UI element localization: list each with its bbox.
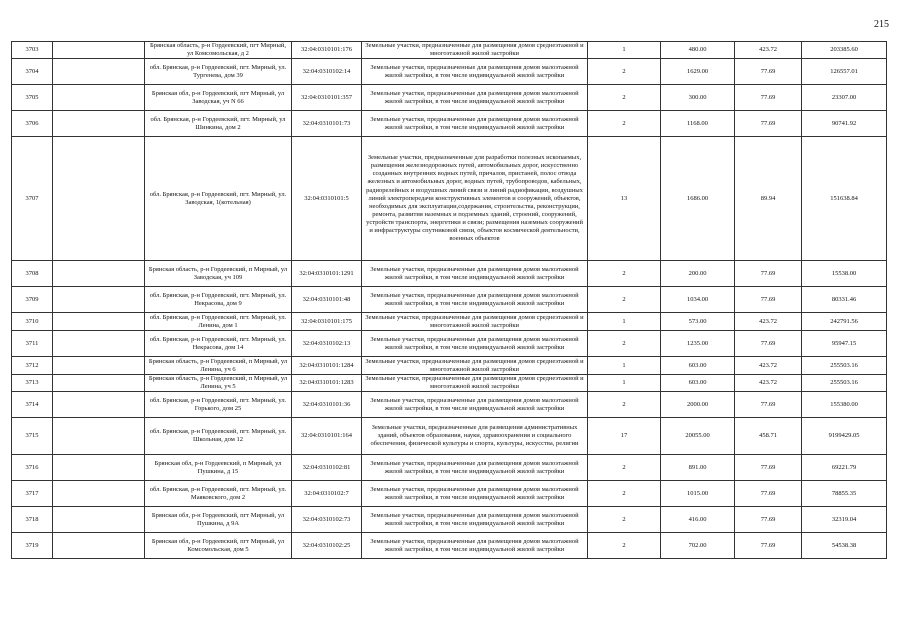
row-number: 3719 bbox=[12, 533, 53, 559]
empty-cell bbox=[53, 42, 145, 59]
cadastral-value-cell: 69221.79 bbox=[802, 455, 887, 481]
address-cell: Брянская обл, р-н Гордеевский, пгт Мирный, ул Комсомольская, дом 5 bbox=[145, 533, 292, 559]
specific-value-cell: 423.72 bbox=[735, 357, 802, 375]
land-use-cell: Земельные участки, предназначенные для размещения домов малоэтажной жилой застройки, в том числе индивидуальной жилой застройки bbox=[362, 261, 588, 287]
cadastral-value-cell: 126557.01 bbox=[802, 59, 887, 85]
table-row bbox=[12, 533, 887, 559]
area-cell: 20055.00 bbox=[661, 418, 735, 455]
land-use-cell: Земельные участки, предназначенные для размещения домов малоэтажной жилой застройки, в том числе индивидуальной жилой застройки bbox=[362, 392, 588, 418]
cadastral-value-cell: 155380.00 bbox=[802, 392, 887, 418]
row-number: 3711 bbox=[12, 331, 53, 357]
cadastral-number-cell: 32:04:0310101:36 bbox=[292, 392, 362, 418]
address-cell: Брянская обл, р-н Гордеевский, п Мирный, ул Пушкина, д 15 bbox=[145, 455, 292, 481]
area-cell: 1168.00 bbox=[661, 111, 735, 137]
specific-value-cell: 77.69 bbox=[735, 59, 802, 85]
use-code-cell: 2 bbox=[588, 455, 661, 481]
table-body bbox=[12, 42, 887, 559]
land-use-cell: Земельные участки, предназначенные для размещения домов среднеэтажной и многоэтажной жилой застройки bbox=[362, 375, 588, 392]
row-number: 3712 bbox=[12, 357, 53, 375]
row-number: 3708 bbox=[12, 261, 53, 287]
cadastral-value-cell: 23307.00 bbox=[802, 85, 887, 111]
address-cell: Брянская обл, р-н Гордеевский, пгт Мирный, ул Пушкина, д 9А bbox=[145, 507, 292, 533]
cadastral-value-cell: 151638.84 bbox=[802, 137, 887, 261]
area-cell: 1629.00 bbox=[661, 59, 735, 85]
specific-value-cell: 77.69 bbox=[735, 85, 802, 111]
address-cell: Брянская область, р-н Гордеевский, п Мирный, ул Ленина, уч 6 bbox=[145, 357, 292, 375]
use-code-cell: 2 bbox=[588, 111, 661, 137]
land-use-cell: Земельные участки, предназначенные для размещения домов малоэтажной жилой застройки, в том числе индивидуальной жилой застройки bbox=[362, 533, 588, 559]
use-code-cell: 1 bbox=[588, 42, 661, 59]
address-cell: Брянская область, р-н Гордеевский, п Мирный, ул Ленина, уч 5 bbox=[145, 375, 292, 392]
cadastral-value-cell: 15538.00 bbox=[802, 261, 887, 287]
specific-value-cell: 77.69 bbox=[735, 533, 802, 559]
area-cell: 416.00 bbox=[661, 507, 735, 533]
land-use-cell: Земельные участки, предназначенные для размещения домов малоэтажной жилой застройки, в том числе индивидуальной жилой застройки bbox=[362, 111, 588, 137]
address-cell: Брянская область, р-н Гордеевский, пгт Мирный, ул Комсомольская, д 2 bbox=[145, 42, 292, 59]
cadastral-value-cell: 255503.16 bbox=[802, 375, 887, 392]
row-number: 3718 bbox=[12, 507, 53, 533]
land-use-cell: Земельные участки, предназначенные для размещения домов малоэтажной жилой застройки, в том числе индивидуальной жилой застройки bbox=[362, 455, 588, 481]
use-code-cell: 2 bbox=[588, 261, 661, 287]
land-use-cell: Земельные участки, предназначенные для размещения административных зданий, объектов образования, науки, здравоохранения и социального обеспечения, физической культуры и спорта, культуры, искусства, религии bbox=[362, 418, 588, 455]
cadastral-value-cell: 203385.60 bbox=[802, 42, 887, 59]
specific-value-cell: 423.72 bbox=[735, 42, 802, 59]
cadastral-number-cell: 32:04:0310101:73 bbox=[292, 111, 362, 137]
use-code-cell: 2 bbox=[588, 331, 661, 357]
cadastral-number-cell: 32:04:0310102:7 bbox=[292, 481, 362, 507]
row-number: 3716 bbox=[12, 455, 53, 481]
table-row bbox=[12, 455, 887, 481]
area-cell: 573.00 bbox=[661, 313, 735, 331]
land-use-cell: Земельные участки, предназначенные для размещения домов малоэтажной жилой застройки, в том числе индивидуальной жилой застройки bbox=[362, 85, 588, 111]
empty-cell bbox=[53, 85, 145, 111]
cadastral-value-cell: 90741.92 bbox=[802, 111, 887, 137]
cadastral-value-cell: 255503.16 bbox=[802, 357, 887, 375]
use-code-cell: 2 bbox=[588, 85, 661, 111]
area-cell: 1015.00 bbox=[661, 481, 735, 507]
area-cell: 603.00 bbox=[661, 357, 735, 375]
cadastral-number-cell: 32:04:0310101:48 bbox=[292, 287, 362, 313]
empty-cell bbox=[53, 287, 145, 313]
address-cell: обл. Брянская, р-н Гордеевский, пгт. Мирный, ул. Тургенева, дом 39 bbox=[145, 59, 292, 85]
area-cell: 2000.00 bbox=[661, 392, 735, 418]
table-row bbox=[12, 42, 887, 59]
address-cell: обл. Брянская, р-н Гордеевский, пгт. Мирный, ул. Некрасова, дом 9 bbox=[145, 287, 292, 313]
cadastral-number-cell: 32:04:0310101:1283 bbox=[292, 375, 362, 392]
area-cell: 480.00 bbox=[661, 42, 735, 59]
cadastral-value-cell: 9199429.05 bbox=[802, 418, 887, 455]
empty-cell bbox=[53, 418, 145, 455]
table-row bbox=[12, 85, 887, 111]
cadastral-number-cell: 32:04:0310102:73 bbox=[292, 507, 362, 533]
specific-value-cell: 77.69 bbox=[735, 481, 802, 507]
cadastral-number-cell: 32:04:0310101:5 bbox=[292, 137, 362, 261]
row-number: 3705 bbox=[12, 85, 53, 111]
cadastral-value-cell: 80331.46 bbox=[802, 287, 887, 313]
area-cell: 1235.00 bbox=[661, 331, 735, 357]
cadastral-value-cell: 32319.04 bbox=[802, 507, 887, 533]
table-row bbox=[12, 507, 887, 533]
empty-cell bbox=[53, 507, 145, 533]
cadastral-number-cell: 32:04:0310101:357 bbox=[292, 85, 362, 111]
table-row bbox=[12, 392, 887, 418]
land-use-cell: Земельные участки, предназначенные для размещения домов малоэтажной жилой застройки, в том числе индивидуальной жилой застройки bbox=[362, 331, 588, 357]
area-cell: 1686.00 bbox=[661, 137, 735, 261]
cadastral-number-cell: 32:04:0310102:13 bbox=[292, 331, 362, 357]
empty-cell bbox=[53, 261, 145, 287]
table-row bbox=[12, 418, 887, 455]
row-number: 3714 bbox=[12, 392, 53, 418]
area-cell: 702.00 bbox=[661, 533, 735, 559]
row-number: 3706 bbox=[12, 111, 53, 137]
use-code-cell: 2 bbox=[588, 59, 661, 85]
cadastral-number-cell: 32:04:0310102:25 bbox=[292, 533, 362, 559]
empty-cell bbox=[53, 375, 145, 392]
specific-value-cell: 77.69 bbox=[735, 261, 802, 287]
empty-cell bbox=[53, 59, 145, 85]
row-number: 3709 bbox=[12, 287, 53, 313]
specific-value-cell: 458.71 bbox=[735, 418, 802, 455]
address-cell: обл. Брянская, р-н Гордеевский, пгт. Мирный, ул. Заводская, 1(котельная) bbox=[145, 137, 292, 261]
area-cell: 603.00 bbox=[661, 375, 735, 392]
use-code-cell: 1 bbox=[588, 375, 661, 392]
cadastral-number-cell: 32:04:0310101:1284 bbox=[292, 357, 362, 375]
empty-cell bbox=[53, 392, 145, 418]
row-number: 3703 bbox=[12, 42, 53, 59]
table-row bbox=[12, 375, 887, 392]
area-cell: 1034.00 bbox=[661, 287, 735, 313]
specific-value-cell: 423.72 bbox=[735, 375, 802, 392]
row-number: 3710 bbox=[12, 313, 53, 331]
table-row bbox=[12, 59, 887, 85]
address-cell: обл. Брянская, р-н Гордеевский, пгт. Мирный, ул. Некрасова, дом 14 bbox=[145, 331, 292, 357]
row-number: 3715 bbox=[12, 418, 53, 455]
land-use-cell: Земельные участки, предназначенные для размещения домов среднеэтажной и многоэтажной жилой застройки bbox=[362, 357, 588, 375]
area-cell: 891.00 bbox=[661, 455, 735, 481]
land-use-cell: Земельные участки, предназначенные для размещения домов малоэтажной жилой застройки, в том числе индивидуальной жилой застройки bbox=[362, 481, 588, 507]
specific-value-cell: 77.69 bbox=[735, 331, 802, 357]
use-code-cell: 2 bbox=[588, 481, 661, 507]
land-use-cell: Земельные участки, предназначенные для размещения домов малоэтажной жилой застройки, в том числе индивидуальной жилой застройки bbox=[362, 59, 588, 85]
use-code-cell: 1 bbox=[588, 357, 661, 375]
table-row bbox=[12, 481, 887, 507]
specific-value-cell: 77.69 bbox=[735, 392, 802, 418]
empty-cell bbox=[53, 137, 145, 261]
use-code-cell: 1 bbox=[588, 313, 661, 331]
use-code-cell: 17 bbox=[588, 418, 661, 455]
land-use-cell: Земельные участки, предназначенные для размещения домов среднеэтажной и многоэтажной жилой застройки bbox=[362, 313, 588, 331]
specific-value-cell: 77.69 bbox=[735, 507, 802, 533]
empty-cell bbox=[53, 357, 145, 375]
use-code-cell: 2 bbox=[588, 533, 661, 559]
table-row bbox=[12, 331, 887, 357]
cadastral-value-cell: 78855.35 bbox=[802, 481, 887, 507]
table-row bbox=[12, 357, 887, 375]
cadastral-value-cell: 242791.56 bbox=[802, 313, 887, 331]
use-code-cell: 13 bbox=[588, 137, 661, 261]
table-row bbox=[12, 261, 887, 287]
area-cell: 200.00 bbox=[661, 261, 735, 287]
address-cell: обл. Брянская, р-н Гордеевский, пгт. Мирный, ул. Маяковского, дом 2 bbox=[145, 481, 292, 507]
cadastral-number-cell: 32:04:0310102:14 bbox=[292, 59, 362, 85]
address-cell: обл. Брянская, р-н Гордеевский, пгт. Мирный, ул. Горького, дом 25 bbox=[145, 392, 292, 418]
empty-cell bbox=[53, 455, 145, 481]
land-use-cell: Земельные участки, предназначенные для размещения домов малоэтажной жилой застройки, в том числе индивидуальной жилой застройки bbox=[362, 507, 588, 533]
cadastral-number-cell: 32:04:0310101:175 bbox=[292, 313, 362, 331]
row-number: 3717 bbox=[12, 481, 53, 507]
empty-cell bbox=[53, 533, 145, 559]
specific-value-cell: 89.94 bbox=[735, 137, 802, 261]
page-number: 215 bbox=[874, 19, 889, 30]
address-cell: Брянская область, р-н Гордеевский, п Мирный, ул Заводская, уч 109 bbox=[145, 261, 292, 287]
row-number: 3707 bbox=[12, 137, 53, 261]
row-number: 3713 bbox=[12, 375, 53, 392]
row-number: 3704 bbox=[12, 59, 53, 85]
cadastral-number-cell: 32:04:0310101:164 bbox=[292, 418, 362, 455]
use-code-cell: 2 bbox=[588, 392, 661, 418]
table-row bbox=[12, 111, 887, 137]
cadastral-value-cell: 54538.38 bbox=[802, 533, 887, 559]
address-cell: Брянская обл, р-н Гордеевский, пгт Мирный, ул Заводская, уч N 66 bbox=[145, 85, 292, 111]
table-row bbox=[12, 287, 887, 313]
area-cell: 300.00 bbox=[661, 85, 735, 111]
cadastral-value-table bbox=[11, 41, 887, 559]
cadastral-value-cell: 95947.15 bbox=[802, 331, 887, 357]
empty-cell bbox=[53, 331, 145, 357]
specific-value-cell: 77.69 bbox=[735, 455, 802, 481]
empty-cell bbox=[53, 481, 145, 507]
empty-cell bbox=[53, 313, 145, 331]
cadastral-number-cell: 32:04:0310101:176 bbox=[292, 42, 362, 59]
land-use-cell: Земельные участки, предназначенные для размещения домов малоэтажной жилой застройки, в том числе индивидуальной жилой застройки bbox=[362, 287, 588, 313]
cadastral-number-cell: 32:04:0310102:81 bbox=[292, 455, 362, 481]
use-code-cell: 2 bbox=[588, 507, 661, 533]
table-row bbox=[12, 137, 887, 261]
address-cell: обл. Брянская, р-н Гордеевский, пгт. Мирный, ул Шинкина, дом 2 bbox=[145, 111, 292, 137]
land-use-cell: Земельные участки, предназначенные для размещения домов среднеэтажной и многоэтажной жилой застройки bbox=[362, 42, 588, 59]
table-row bbox=[12, 313, 887, 331]
cadastral-number-cell: 32:04:0310101:1291 bbox=[292, 261, 362, 287]
address-cell: обл. Брянская, р-н Гордеевский, пгт. Мирный, ул. Ленина, дом 1 bbox=[145, 313, 292, 331]
specific-value-cell: 423.72 bbox=[735, 313, 802, 331]
address-cell: обл. Брянская, р-н Гордеевский, пгт. Мирный, ул. Школьная, дом 12 bbox=[145, 418, 292, 455]
land-use-cell: Земельные участки, предназначенные для разработки полезных ископаемых, размещения железнодорожных путей, автомобильных дорог, искусственно созданных внутренних водных путей, причалов, пристаней, полос отвода железных и автомобильных дорог, водных путей, трубопроводов, кабельных, радиорелейных и воздушных линий связи и линий радиофикации, воздушных линий электропередачи конструктивных элементов и сооружений, объектов, необходимых для эксплуатации,содержания, строительства, реконструкции, ремонта, развития наземных и подземных зданий, строений, сооружений, устройств транспорта, энергетики и связи; размещения наземных сооружений и инфраструктуры спутниковой связи, объектов космической деятельности, военных объектов bbox=[362, 137, 588, 261]
specific-value-cell: 77.69 bbox=[735, 287, 802, 313]
empty-cell bbox=[53, 111, 145, 137]
use-code-cell: 2 bbox=[588, 287, 661, 313]
specific-value-cell: 77.69 bbox=[735, 111, 802, 137]
